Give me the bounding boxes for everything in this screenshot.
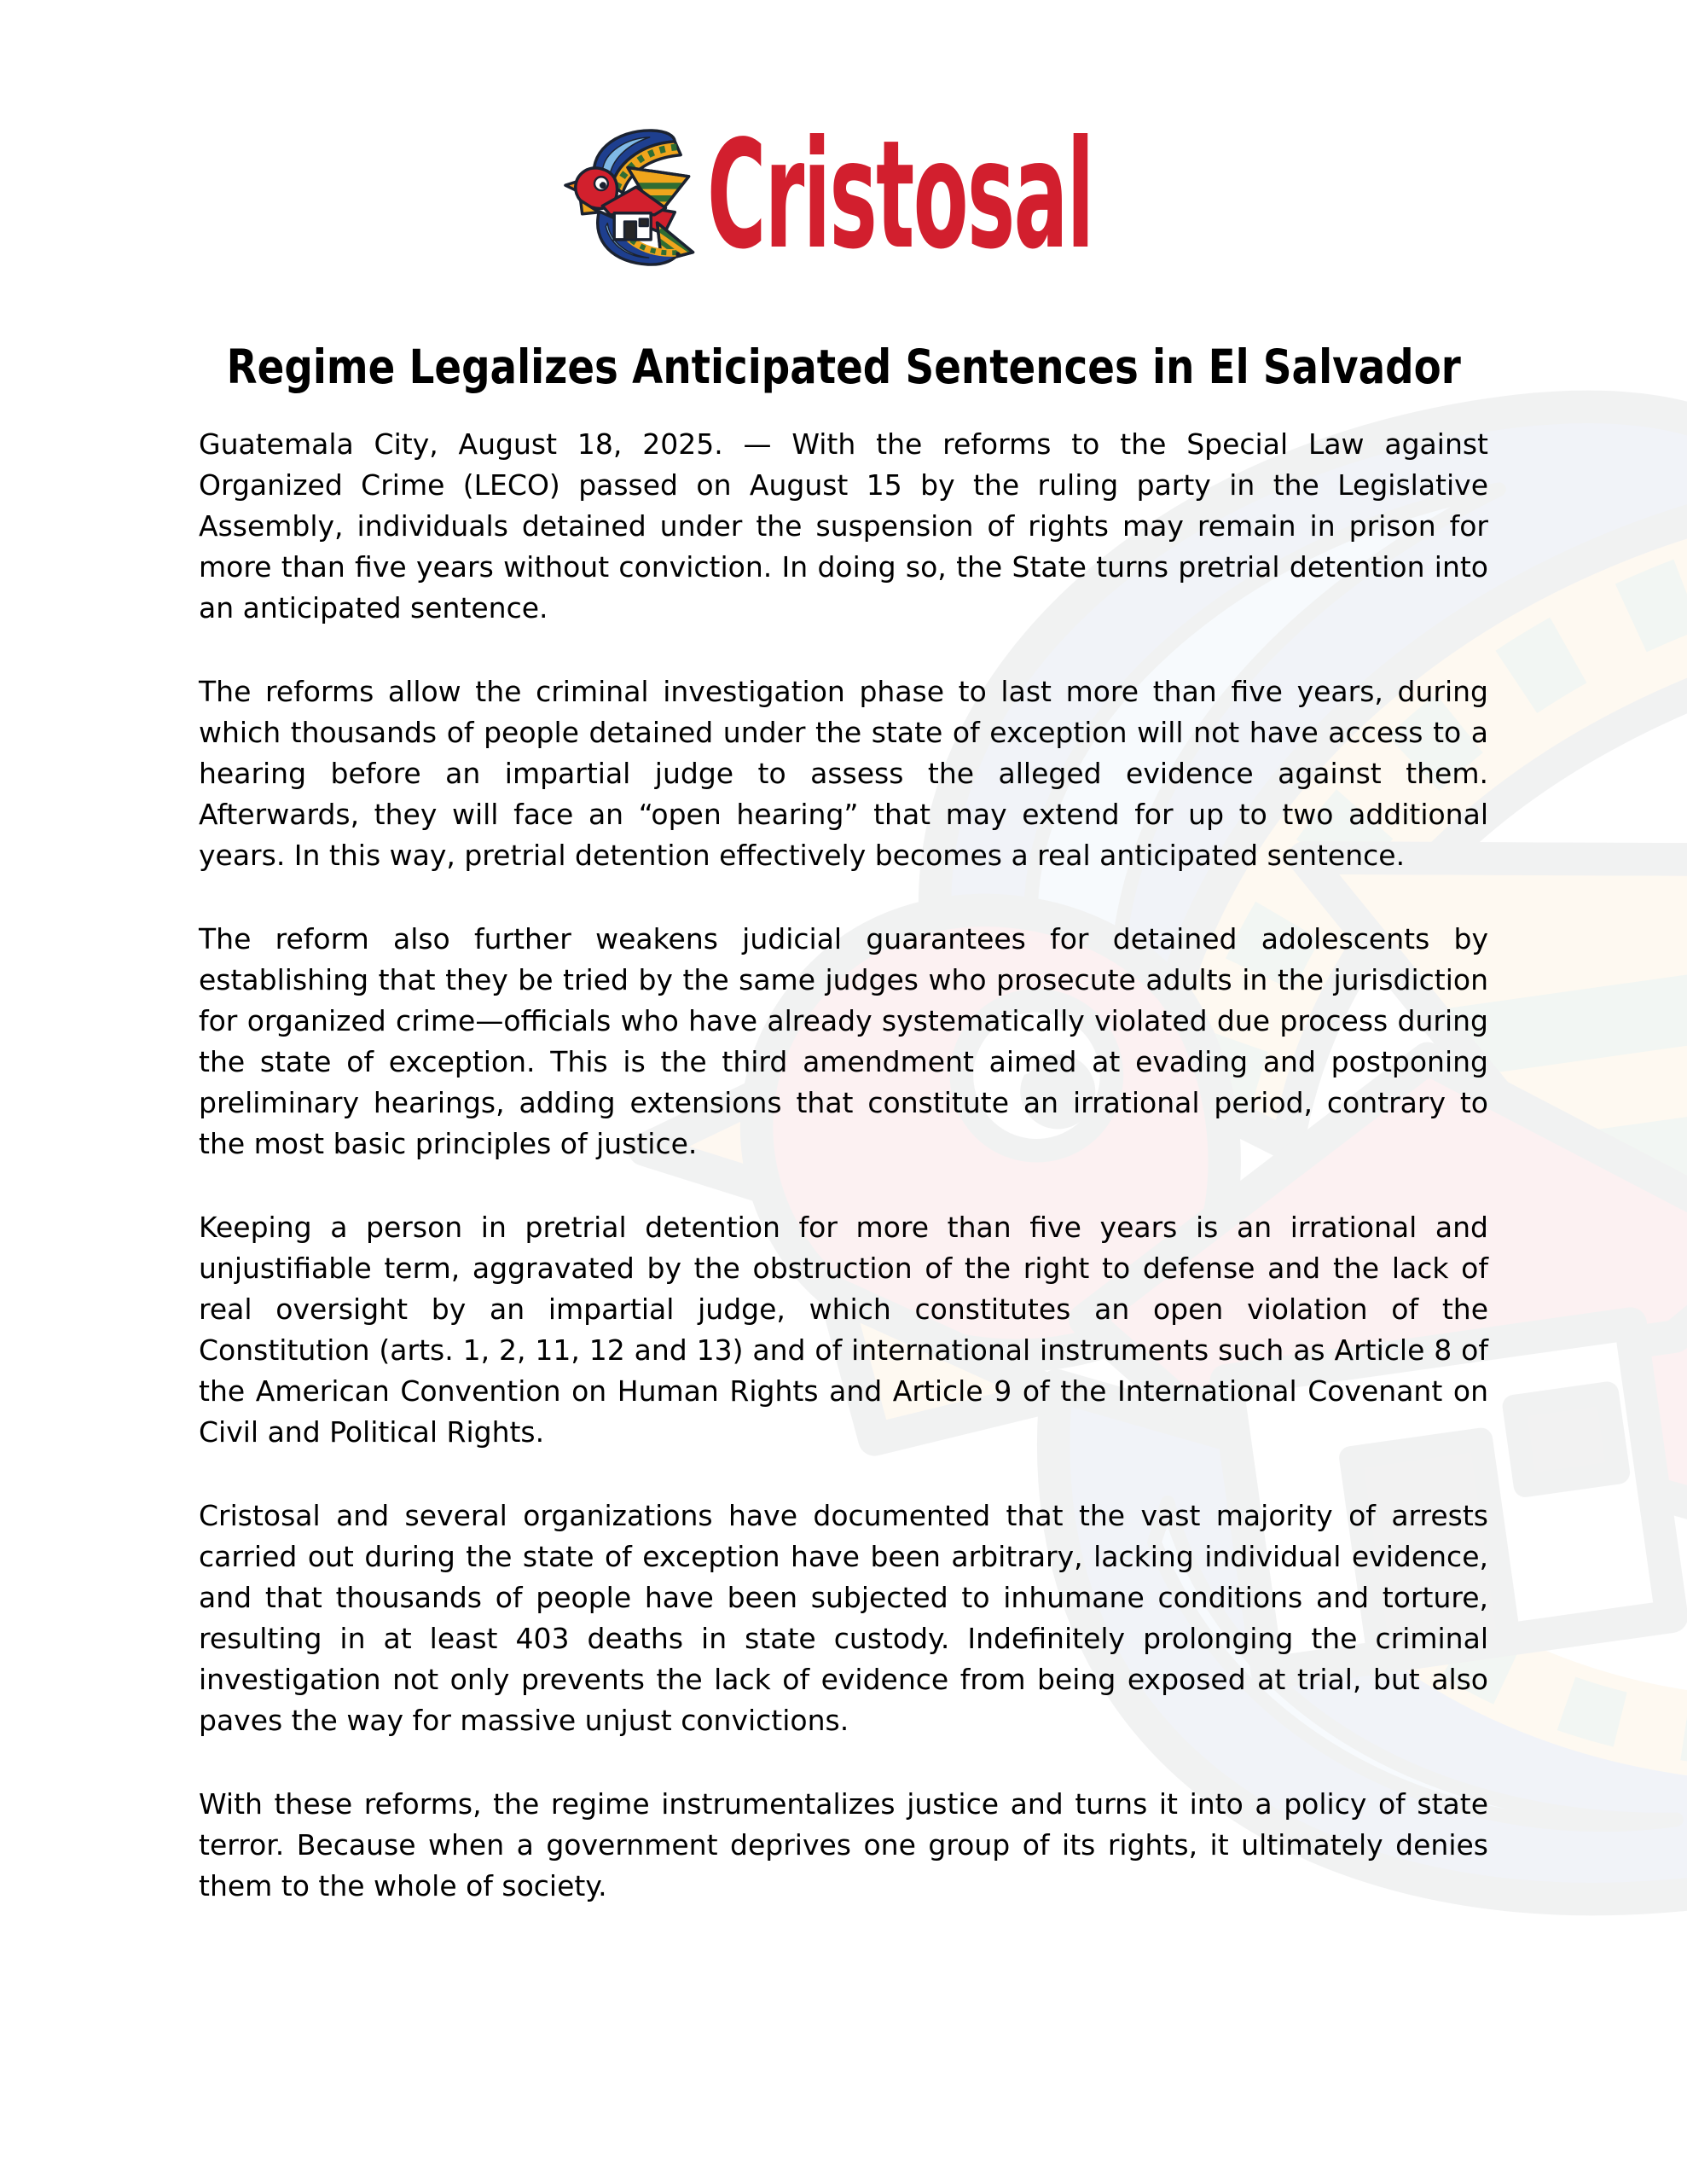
logo-wordmark: Cristosal [707, 108, 1093, 282]
cristosal-logo [199, 108, 1488, 282]
article-title-text: Regime Legalizes Anticipated Sentences in El Salvador [226, 340, 1461, 394]
paragraph: Keeping a person in pretrial detention for more than five years is an irrational and unjustifiable term, aggravated by the obstruction of the right to defense and the lack of real oversight by an impartial judge, which constitutes an open violation of the Constitution (arts. 1, 2, 11, 12 and 13) and of international instruments such as Article 8 of the American Convention on Human Rights and Article 9 of the International Covenant on Civil and Political Rights. [199, 1211, 1488, 1449]
article-body [199, 424, 1488, 1907]
paragraph: The reforms allow the criminal investigation phase to last more than five years, during which thousands of people detained under the state of exception will not have access to a hearing before an impartial judge to assess the alleged evidence against them. Afterwards, they will face an “open hearing” that may extend for up to two additional years. In this way, pretrial detention effectively becomes a real anticipated sentence. [199, 675, 1488, 872]
cristosal-bird-icon [560, 124, 695, 267]
paragraph-dateline: Guatemala City, August 18, 2025. — With the reforms to the Special Law against Organized Crime (LECO) passed on August 15 by the ruling party in the Legislative Assembly, individuals detained under the suspension of rights may remain in prison for more than five years without conviction. In doing so, the State turns pretrial detention into an anticipated sentence. [199, 427, 1488, 624]
paragraph: Cristosal and several organizations have documented that the vast majority of arrests carried out during the state of exception have been arbitrary, lacking individual evidence, and that thousands of people have been subjected to inhumane conditions and torture, resulting in at least 403 deaths in state custody. Indefinitely prolonging the criminal investigation not only prevents the lack of evidence from being exposed at trial, but also paves the way for massive unjust convictions. [199, 1499, 1488, 1737]
article-title [199, 340, 1488, 394]
paragraph: With these reforms, the regime instrumentalizes justice and turns it into a policy of state terror. Because when a government deprives one group of its rights, it ultimately denies them to the whole of society. [199, 1787, 1488, 1902]
paragraph: The reform also further weakens judicial guarantees for detained adolescents by establishing that they be tried by the same judges who prosecute adults in the jurisdiction for organized crime—officials who have already systematically violated due process during the state of exception. This is the third amendment aimed at evading and postponing preliminary hearings, adding extensions that constitute an irrational period, contrary to the most basic principles of justice. [199, 922, 1488, 1160]
logo-wordmark-box [707, 108, 1127, 282]
